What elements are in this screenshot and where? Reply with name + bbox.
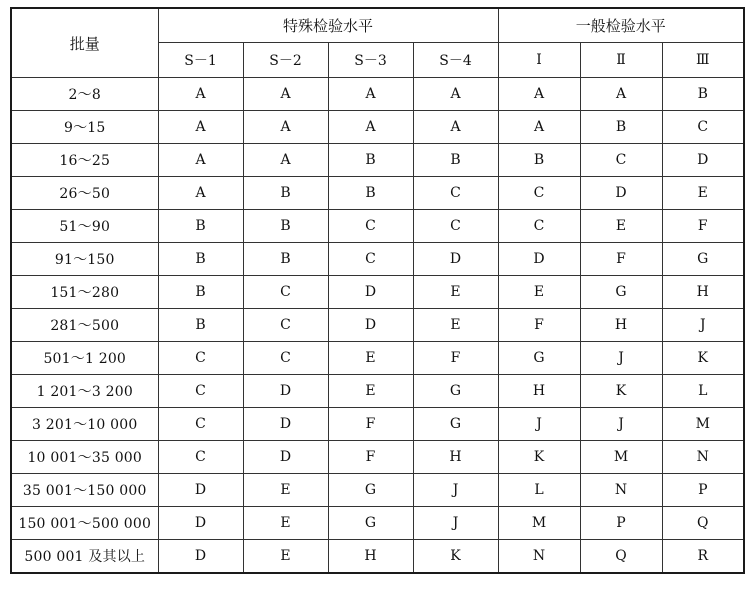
code-letter-level-iii: C <box>662 111 744 144</box>
code-letter-level-ii: H <box>580 309 662 342</box>
lot-size-cell: 26～50 <box>11 177 158 210</box>
lot-size-cell: 501～1 200 <box>11 342 158 375</box>
code-letter-level-ii: G <box>580 276 662 309</box>
code-letter-s4: H <box>413 441 498 474</box>
code-letter-s2: A <box>243 78 328 111</box>
column-header-level-iii: Ⅲ <box>662 43 744 78</box>
code-letter-level-iii: K <box>662 342 744 375</box>
code-letter-s2: E <box>243 474 328 507</box>
code-letter-level-i: C <box>498 210 580 243</box>
code-letter-s4: C <box>413 177 498 210</box>
table-body <box>11 78 744 574</box>
code-letter-s3: G <box>328 507 413 540</box>
code-letter-level-ii: E <box>580 210 662 243</box>
code-letter-s2: E <box>243 540 328 574</box>
code-letter-s3: C <box>328 243 413 276</box>
code-letter-level-iii: N <box>662 441 744 474</box>
column-header-s1: S－1 <box>158 43 243 78</box>
code-letter-level-i: F <box>498 309 580 342</box>
code-letter-level-iii: H <box>662 276 744 309</box>
column-header-level-ii: Ⅱ <box>580 43 662 78</box>
code-letter-s4: C <box>413 210 498 243</box>
code-letter-s3: A <box>328 78 413 111</box>
lot-size-cell: 51～90 <box>11 210 158 243</box>
code-letter-level-i: L <box>498 474 580 507</box>
lot-size-cell: 151～280 <box>11 276 158 309</box>
code-letter-level-ii: K <box>580 375 662 408</box>
code-letter-s4: E <box>413 309 498 342</box>
code-letter-s1: A <box>158 177 243 210</box>
lot-size-cell: 3 201～10 000 <box>11 408 158 441</box>
code-letter-s3: G <box>328 474 413 507</box>
lot-size-cell: 9～15 <box>11 111 158 144</box>
code-letter-s1: B <box>158 210 243 243</box>
table-row <box>11 342 744 375</box>
code-letter-level-i: H <box>498 375 580 408</box>
code-letter-s2: A <box>243 144 328 177</box>
code-letter-s2: C <box>243 342 328 375</box>
code-letter-s4: A <box>413 111 498 144</box>
code-letter-s4: K <box>413 540 498 574</box>
lot-size-cell: 150 001～500 000 <box>11 507 158 540</box>
table-row <box>11 540 744 574</box>
code-letter-level-ii: M <box>580 441 662 474</box>
code-letter-level-i: D <box>498 243 580 276</box>
column-header-level-i: Ⅰ <box>498 43 580 78</box>
code-letter-s3: B <box>328 144 413 177</box>
code-letter-level-iii: B <box>662 78 744 111</box>
table-row <box>11 474 744 507</box>
general-inspection-levels-header: 一般检验水平 <box>498 8 744 43</box>
code-letter-level-iii: D <box>662 144 744 177</box>
lot-size-cell: 35 001～150 000 <box>11 474 158 507</box>
code-letter-s4: J <box>413 474 498 507</box>
table-header <box>11 8 744 78</box>
code-letter-level-ii: J <box>580 408 662 441</box>
table-row <box>11 309 744 342</box>
lot-size-cell: 1 201～3 200 <box>11 375 158 408</box>
code-letter-level-i: J <box>498 408 580 441</box>
code-letter-s4: J <box>413 507 498 540</box>
column-header-s2: S－2 <box>243 43 328 78</box>
lot-size-header: 批量 <box>11 8 158 78</box>
code-letter-level-i: E <box>498 276 580 309</box>
code-letter-level-iii: Q <box>662 507 744 540</box>
code-letter-s3: F <box>328 408 413 441</box>
code-letter-s1: A <box>158 78 243 111</box>
code-letter-s2: D <box>243 441 328 474</box>
code-letter-s4: G <box>413 375 498 408</box>
lot-size-cell: 16～25 <box>11 144 158 177</box>
code-letter-level-ii: A <box>580 78 662 111</box>
code-letter-s1: B <box>158 309 243 342</box>
code-letter-s1: A <box>158 111 243 144</box>
code-letter-s2: D <box>243 408 328 441</box>
code-letter-level-i: N <box>498 540 580 574</box>
code-letter-s2: B <box>243 210 328 243</box>
code-letter-s4: D <box>413 243 498 276</box>
lot-size-cell: 10 001～35 000 <box>11 441 158 474</box>
code-letter-level-i: G <box>498 342 580 375</box>
code-letter-s1: D <box>158 507 243 540</box>
table-row <box>11 507 744 540</box>
table-row <box>11 441 744 474</box>
code-letter-s3: H <box>328 540 413 574</box>
code-letter-level-i: B <box>498 144 580 177</box>
code-letter-s2: B <box>243 177 328 210</box>
code-letter-s2: A <box>243 111 328 144</box>
table-row <box>11 111 744 144</box>
code-letter-level-ii: F <box>580 243 662 276</box>
code-letter-level-ii: C <box>580 144 662 177</box>
lot-size-cell: 500 001 及其以上 <box>11 540 158 574</box>
code-letter-level-ii: B <box>580 111 662 144</box>
table-row <box>11 375 744 408</box>
code-letter-s1: C <box>158 408 243 441</box>
code-letter-s3: B <box>328 177 413 210</box>
column-header-s4: S－4 <box>413 43 498 78</box>
code-letter-level-i: A <box>498 111 580 144</box>
code-letter-level-i: K <box>498 441 580 474</box>
code-letter-s4: F <box>413 342 498 375</box>
code-letter-s4: E <box>413 276 498 309</box>
code-letter-s1: C <box>158 375 243 408</box>
code-letter-s2: C <box>243 309 328 342</box>
code-letter-level-iii: J <box>662 309 744 342</box>
code-letter-s4: A <box>413 78 498 111</box>
code-letter-level-iii: M <box>662 408 744 441</box>
special-inspection-levels-header: 特殊检验水平 <box>158 8 498 43</box>
code-letter-s2: D <box>243 375 328 408</box>
code-letter-s3: F <box>328 441 413 474</box>
code-letter-s1: C <box>158 441 243 474</box>
code-letter-level-ii: J <box>580 342 662 375</box>
code-letter-level-ii: N <box>580 474 662 507</box>
code-letter-s3: C <box>328 210 413 243</box>
code-letter-s3: A <box>328 111 413 144</box>
code-letter-s3: D <box>328 276 413 309</box>
code-letter-s3: E <box>328 375 413 408</box>
code-letter-s3: E <box>328 342 413 375</box>
code-letter-s1: C <box>158 342 243 375</box>
code-letter-level-iii: L <box>662 375 744 408</box>
code-letter-s4: B <box>413 144 498 177</box>
table-row <box>11 210 744 243</box>
code-letter-level-ii: Q <box>580 540 662 574</box>
table-row <box>11 243 744 276</box>
table-row <box>11 177 744 210</box>
code-letter-level-i: C <box>498 177 580 210</box>
code-letter-s1: D <box>158 474 243 507</box>
column-header-s3: S－3 <box>328 43 413 78</box>
code-letter-level-iii: G <box>662 243 744 276</box>
code-letter-level-ii: P <box>580 507 662 540</box>
code-letter-s1: B <box>158 243 243 276</box>
code-letter-s4: G <box>413 408 498 441</box>
code-letter-s1: D <box>158 540 243 574</box>
code-letter-level-iii: F <box>662 210 744 243</box>
lot-size-cell: 281～500 <box>11 309 158 342</box>
table-row <box>11 78 744 111</box>
code-letter-s2: E <box>243 507 328 540</box>
lot-size-cell: 2～8 <box>11 78 158 111</box>
code-letter-s1: A <box>158 144 243 177</box>
code-letter-level-iii: R <box>662 540 744 574</box>
code-letter-s2: C <box>243 276 328 309</box>
code-letter-s1: B <box>158 276 243 309</box>
table-row <box>11 276 744 309</box>
sample-size-code-table <box>10 7 745 574</box>
code-letter-level-i: M <box>498 507 580 540</box>
code-letter-level-iii: P <box>662 474 744 507</box>
code-letter-s3: D <box>328 309 413 342</box>
code-letter-level-ii: D <box>580 177 662 210</box>
code-letter-level-iii: E <box>662 177 744 210</box>
lot-size-cell: 91～150 <box>11 243 158 276</box>
table-row <box>11 408 744 441</box>
table-row <box>11 144 744 177</box>
code-letter-s2: B <box>243 243 328 276</box>
code-letter-level-i: A <box>498 78 580 111</box>
